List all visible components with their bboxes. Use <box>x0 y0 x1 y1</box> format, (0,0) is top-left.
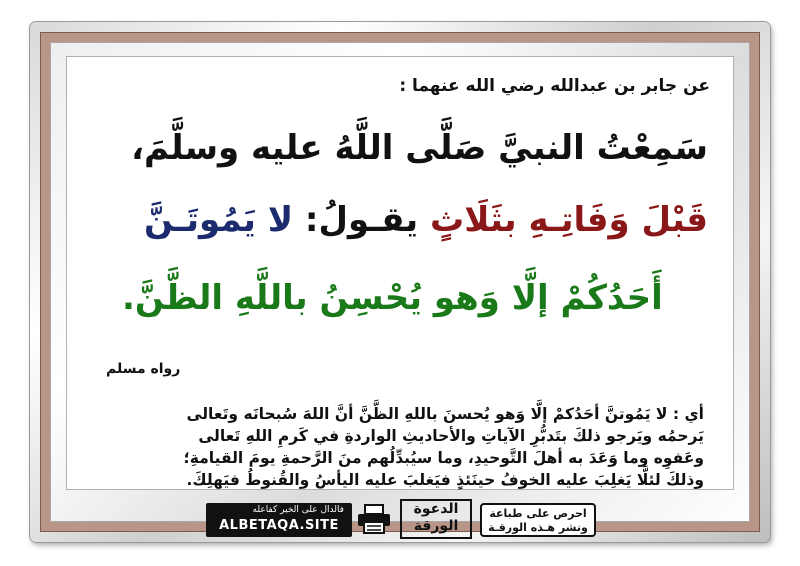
narrator-line: عن جابر بن عبدالله رضي الله عنهما : <box>399 76 710 96</box>
print-notice-line-1: احرص على طباعة <box>489 507 587 520</box>
print-notice-box <box>480 503 596 537</box>
print-notice-line-2: ونشر هـذه الورقـة <box>488 521 588 534</box>
explanation-line-4: وذلكَ لئلَّا يَغلِبَ عليه الخوفُ حينَئذٍ فيَغلبَ عليه اليأسُ والقُنوطُ فيَهلِكَ. <box>186 471 704 489</box>
hadith-line-2-red: قَبْلَ وَفَاتِـهِ بثَلَاثٍ <box>430 200 708 240</box>
hadith-line-3: أَحَدُكُمْ إلَّا وَهو يُحْسِنُ باللَّهِ الظَّنَّ. <box>122 278 663 318</box>
printer-icon <box>356 504 392 534</box>
explanation-line-3: وعَفوِه وما وَعَدَ به أهلَ التَّوحيدِ، وما سيُبدِّلُهم منَ الرَّحمةِ يومَ القيامةِ؛ <box>183 449 704 467</box>
explanation-line-1: أي : لا يَمُوتنَّ أحَدُكمْ إلَّا وَهو يُحسنَ باللهِ الظَّنَّ أنَّ اللهَ سُبحانَه وتَعالى <box>186 405 704 423</box>
hadith-line-1: سَمِعْتُ النبيَّ صَلَّى اللَّهُ عليه وسلَّمَ، <box>131 128 708 168</box>
explanation-line-2: يَرحمُه ويَرجو ذلكَ بتَدبُّرِ الآياتِ والأحاديثِ الواردةِ في كَرمِ اللهِ تَعالى <box>198 427 704 445</box>
hadith-line-2-navy: لا يَمُوتَـنَّ <box>144 200 294 240</box>
content-panel <box>66 56 734 490</box>
site-tagline: فالدال على الخير كفاعله <box>252 505 344 515</box>
logo-line-1: الدعوة <box>413 501 459 517</box>
site-badge <box>206 503 352 537</box>
hadith-line-2 <box>144 200 708 240</box>
site-url: ALBETAQA.SITE <box>219 518 339 533</box>
hadith-line-2-black: يقـولُ: <box>304 200 419 240</box>
logo <box>400 499 472 539</box>
source-label: رواه مسلم <box>106 361 181 377</box>
logo-line-2: الورقة <box>413 518 459 534</box>
